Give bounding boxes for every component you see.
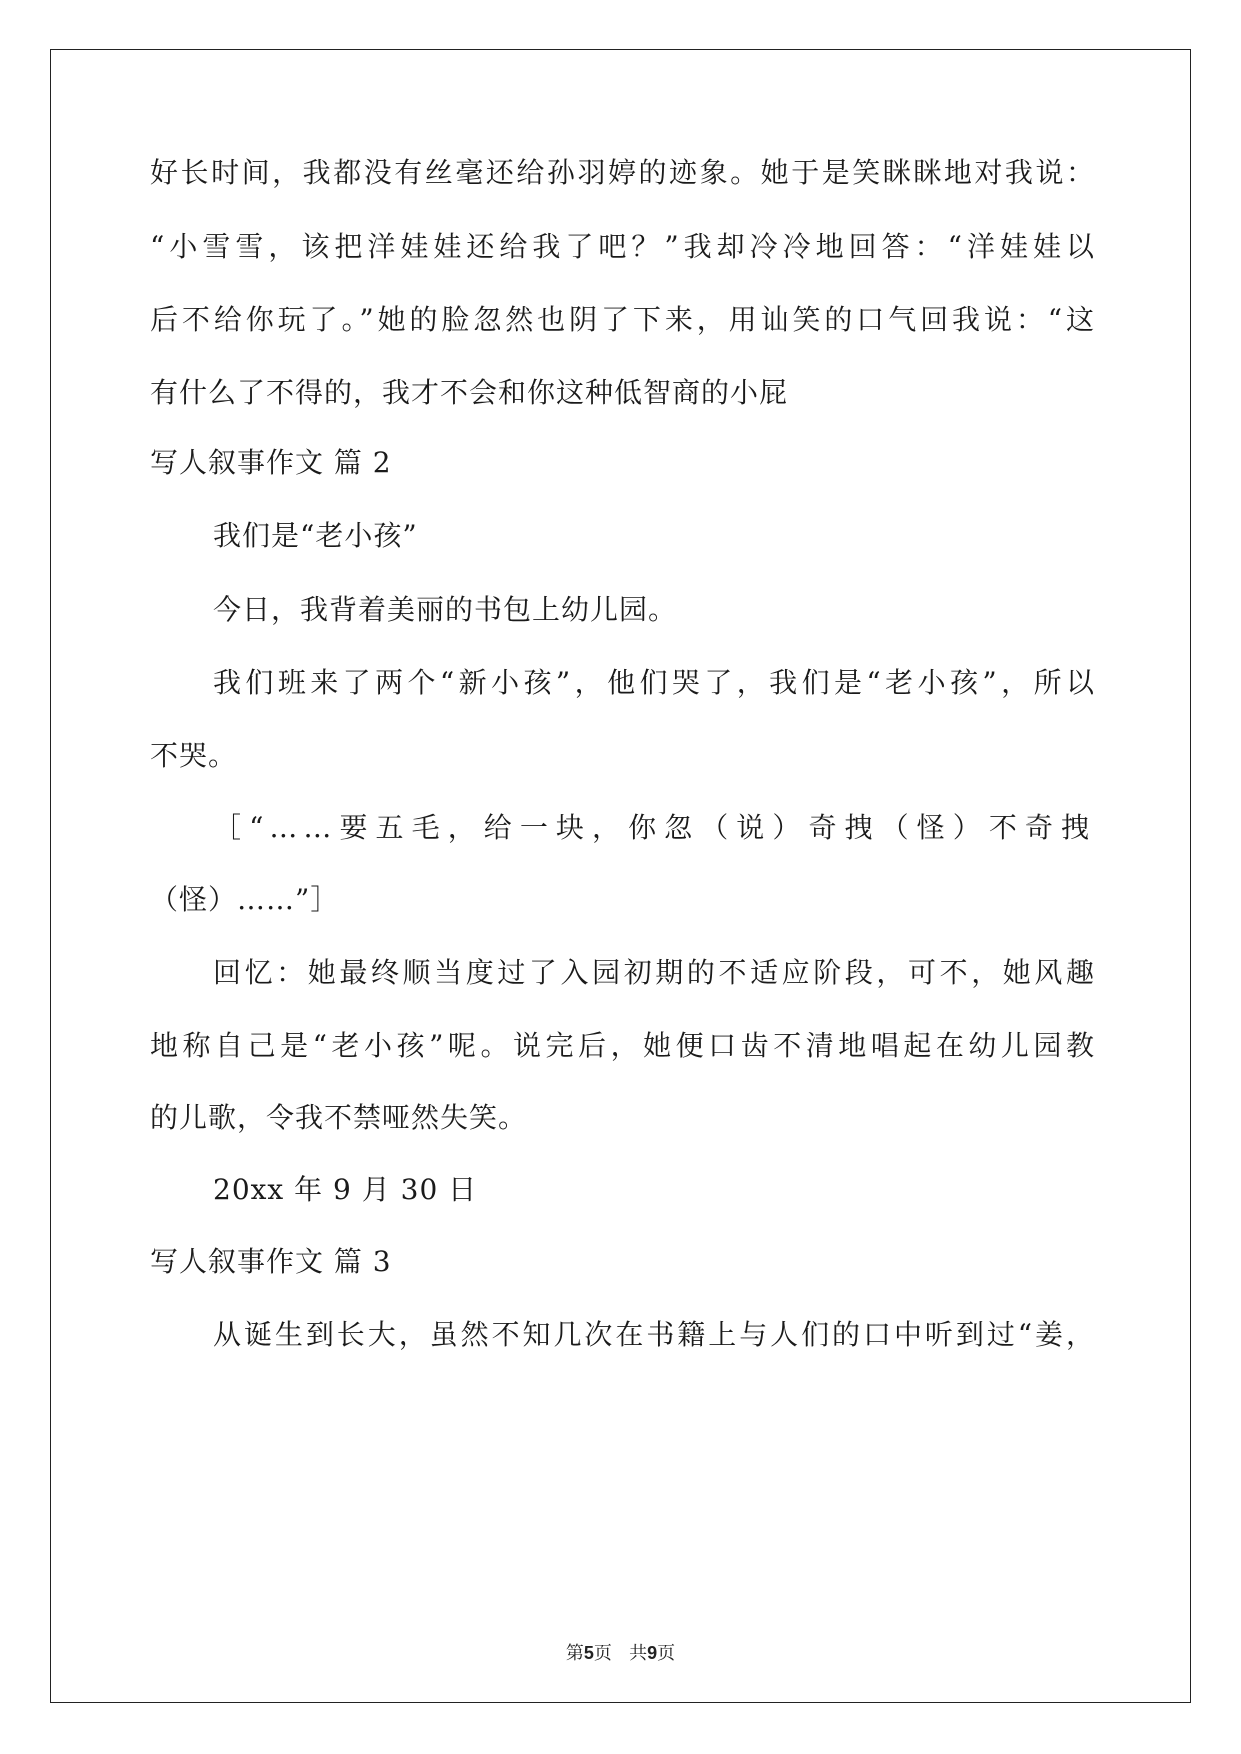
footer-middle: 页 共 [593,1643,648,1664]
section-heading: 写人叙事作文 篇 3 [150,1245,392,1278]
text-line: 后不给你玩了。”她的脸忽然也阴了下来，用讪笑的口气回我说：“这 [150,303,1095,336]
text-line: 有什么了不得的，我才不会和你这种低智商的小屁 [150,376,789,409]
text-line: 回忆：她最终顺当度过了入园初期的不适应阶段，可不，她风趣 [213,956,1095,989]
text-line: 的儿歌，令我不禁哑然失笑。 [150,1101,528,1134]
date-line: 20xx 年 9 月 30 日 [213,1173,478,1206]
current-page-number: 5 [583,1643,594,1663]
text-line: 我们班来了两个“新小孩”，他们哭了，我们是“老小孩”，所以 [213,666,1095,699]
text-line: （怪）……”］ [150,883,340,916]
footer-prefix: 第 [565,1643,584,1664]
page-frame [50,49,1191,1703]
text-line: 从诞生到长大，虽然不知几次在书籍上与人们的口中听到过“姜， [213,1318,1095,1351]
text-line: ［“……要五毛，给一块，你忽（说）奇拽（怪）不奇拽 [213,811,1095,844]
page-footer [0,1639,1241,1665]
total-page-number: 9 [647,1643,658,1663]
text-line: 地称自己是“老小孩”呢。说完后，她便口齿不清地唱起在幼儿园教 [150,1029,1095,1062]
section-heading: 写人叙事作文 篇 2 [150,446,392,479]
text-line: 好长时间，我都没有丝毫还给孙羽婷的迹象。她于是笑眯眯地对我说： [150,156,1095,189]
text-line: 不哭。 [150,739,238,772]
article-title: 我们是“老小孩” [213,519,418,552]
text-line: “小雪雪，该把洋娃娃还给我了吧？”我却冷冷地回答：“洋娃娃以 [150,230,1095,263]
footer-suffix: 页 [657,1643,676,1664]
text-line: 今日，我背着美丽的书包上幼儿园。 [213,593,678,626]
